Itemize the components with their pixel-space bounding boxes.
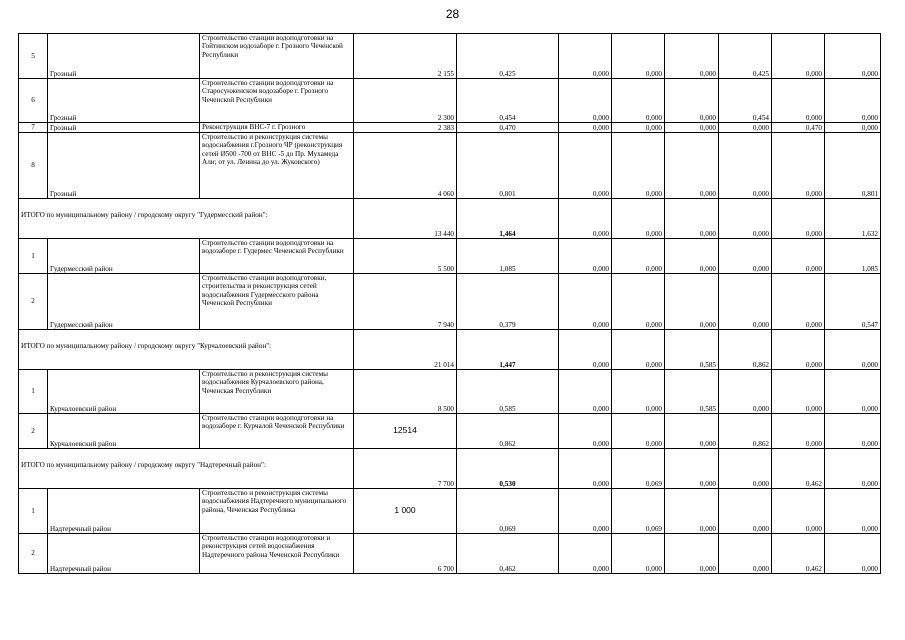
value-cell: 0,000 xyxy=(719,239,772,274)
capacity-value: 21 014 xyxy=(434,360,454,369)
total-label: ИТОГО по муниципальному району / городскому округу "Надтеречный район": xyxy=(19,449,354,489)
capacity-value: 8 500 xyxy=(437,404,454,413)
project-description: Строительство и реконструкция системы водоснабжения г.Грозного ЧР (реконструкция сетей Ø500 -700 от ВНС -5 до Пр. Мухамеда Али; от ул. Ленина до ул. Жуковского) xyxy=(200,133,354,199)
capacity-value: 2 383 xyxy=(437,123,454,132)
value-cell: 0,000 xyxy=(612,370,665,414)
value-cell: 0,000 xyxy=(719,489,772,534)
value-cell: 0,000 xyxy=(559,534,612,574)
capacity-cell xyxy=(354,239,457,274)
capacity-cell xyxy=(354,370,457,414)
value-cell: 0,000 xyxy=(665,79,719,123)
table-row xyxy=(19,79,881,123)
value-cell: 0,000 xyxy=(772,239,825,274)
value-cell: 0,425 xyxy=(719,34,772,79)
value-cell: 0,862 xyxy=(719,330,772,370)
capacity-value: 12514 xyxy=(393,425,417,436)
row-number: 6 xyxy=(19,79,48,123)
value-cell: 0,000 xyxy=(719,133,772,199)
row-number: 1 xyxy=(19,370,48,414)
capacity-cell xyxy=(354,133,457,199)
value-cell: 1,632 xyxy=(825,199,881,239)
table-row xyxy=(19,489,881,534)
value-cell: 0,000 xyxy=(772,489,825,534)
value-cell: 0,000 xyxy=(825,34,881,79)
value-cell: 0,000 xyxy=(559,449,612,489)
value-cell: 1,085 xyxy=(457,239,559,274)
table-row xyxy=(19,534,881,574)
project-description: Строительство и реконструкция системы водоснабжения Надтеречного муниципального района, Чеченская Республика xyxy=(200,489,354,534)
table-row xyxy=(19,274,881,330)
value-cell: 0,462 xyxy=(457,534,559,574)
value-cell: 0,000 xyxy=(612,199,665,239)
capacity-cell xyxy=(354,489,457,534)
row-number: 5 xyxy=(19,34,48,79)
value-cell: 0,000 xyxy=(559,414,612,449)
value-cell: 0,000 xyxy=(665,489,719,534)
value-cell: 0,069 xyxy=(612,449,665,489)
value-cell: 0,000 xyxy=(612,239,665,274)
value-cell: 0,585 xyxy=(665,370,719,414)
total-row xyxy=(19,449,881,489)
value-cell: 0,000 xyxy=(719,370,772,414)
value-cell: 0,801 xyxy=(825,133,881,199)
value-cell: 0,470 xyxy=(772,123,825,133)
capacity-value: 13 440 xyxy=(434,229,454,238)
value-cell: 0,000 xyxy=(772,274,825,330)
district-cell: Курчалоевский район xyxy=(48,370,200,414)
capacity-cell xyxy=(354,449,457,489)
district-cell: Грозный xyxy=(48,123,200,133)
value-cell: 0,000 xyxy=(559,489,612,534)
value-cell: 0,000 xyxy=(665,34,719,79)
value-cell: 0,000 xyxy=(665,274,719,330)
value-cell: 1,085 xyxy=(825,239,881,274)
value-cell: 0,000 xyxy=(719,534,772,574)
value-cell: 0,000 xyxy=(719,123,772,133)
table-row xyxy=(19,370,881,414)
value-cell: 0,000 xyxy=(665,239,719,274)
value-cell: 0,000 xyxy=(612,414,665,449)
table-row xyxy=(19,414,881,449)
capacity-cell xyxy=(354,274,457,330)
capacity-cell xyxy=(354,199,457,239)
value-cell: 0,462 xyxy=(772,449,825,489)
value-cell: 0,379 xyxy=(457,274,559,330)
value-cell: 0,000 xyxy=(612,123,665,133)
value-cell: 0,470 xyxy=(457,123,559,133)
value-cell: 0,000 xyxy=(559,330,612,370)
value-cell: 0,000 xyxy=(825,370,881,414)
capacity-value: 7 940 xyxy=(437,320,454,329)
project-description: Строительство станции водоподготовки и реконструкция сетей водоснабжения Надтеречного района Чеченской Республики xyxy=(200,534,354,574)
value-cell: 0,000 xyxy=(612,534,665,574)
value-cell: 0,000 xyxy=(612,34,665,79)
value-cell: 0,462 xyxy=(772,534,825,574)
value-cell: 0,585 xyxy=(665,330,719,370)
value-cell: 0,801 xyxy=(457,133,559,199)
value-cell: 0,000 xyxy=(559,133,612,199)
table-row xyxy=(19,133,881,199)
district-cell: Гудермесский район xyxy=(48,274,200,330)
value-cell: 0,000 xyxy=(825,449,881,489)
investment-program-table xyxy=(18,33,881,574)
capacity-cell xyxy=(354,414,457,449)
total-row xyxy=(19,330,881,370)
district-cell: Гудермесский район xyxy=(48,239,200,274)
value-cell: 0,000 xyxy=(559,34,612,79)
value-cell: 0,000 xyxy=(772,133,825,199)
value-cell: 0,000 xyxy=(665,534,719,574)
value-cell: 0,862 xyxy=(457,414,559,449)
value-cell: 0,000 xyxy=(772,330,825,370)
project-description: Строительство станции водоподготовки на водозаборе г. Гудермес Чеченской Республики xyxy=(200,239,354,274)
value-cell: 0,547 xyxy=(825,274,881,330)
district-cell: Грозный xyxy=(48,79,200,123)
capacity-cell xyxy=(354,330,457,370)
total-row xyxy=(19,199,881,239)
table-row xyxy=(19,123,881,133)
value-cell: 0,000 xyxy=(772,370,825,414)
value-cell: 0,000 xyxy=(825,414,881,449)
value-cell: 0,000 xyxy=(772,199,825,239)
capacity-cell xyxy=(354,534,457,574)
value-cell: 0,000 xyxy=(559,274,612,330)
capacity-value: 4 060 xyxy=(437,189,454,198)
row-number: 7 xyxy=(19,123,48,133)
project-description: Строительство и реконструкция системы водоснабжения Курчалоевского района, Чеченская Республики xyxy=(200,370,354,414)
value-cell: 0,000 xyxy=(559,79,612,123)
capacity-value: 2 155 xyxy=(437,69,454,78)
value-cell: 0,530 xyxy=(457,449,559,489)
value-cell: 0,000 xyxy=(612,274,665,330)
capacity-cell xyxy=(354,34,457,79)
value-cell: 0,000 xyxy=(559,199,612,239)
project-description: Реконструкция ВНС-7 г. Грозного xyxy=(200,123,354,133)
capacity-value: 1 000 xyxy=(394,505,416,516)
value-cell: 0,069 xyxy=(612,489,665,534)
value-cell: 0,000 xyxy=(825,534,881,574)
capacity-value: 2 300 xyxy=(437,113,454,122)
project-description: Строительство станции водоподготовки на Старосунженском водозаборе г. Грозного Чеченской Республики xyxy=(200,79,354,123)
capacity-cell xyxy=(354,123,457,133)
value-cell: 0,000 xyxy=(719,274,772,330)
value-cell: 0,000 xyxy=(825,489,881,534)
capacity-value: 6 700 xyxy=(437,564,454,573)
total-label: ИТОГО по муниципальному району / городскому округу "Гудермесский район": xyxy=(19,199,354,239)
value-cell: 1,464 xyxy=(457,199,559,239)
row-number: 1 xyxy=(19,239,48,274)
value-cell: 0,000 xyxy=(719,199,772,239)
value-cell: 0,000 xyxy=(719,449,772,489)
table-row xyxy=(19,239,881,274)
value-cell: 0,000 xyxy=(559,123,612,133)
value-cell: 0,585 xyxy=(457,370,559,414)
district-cell: Грозный xyxy=(48,34,200,79)
value-cell: 0,000 xyxy=(825,79,881,123)
capacity-cell xyxy=(354,79,457,123)
value-cell: 0,000 xyxy=(772,414,825,449)
value-cell: 0,000 xyxy=(665,449,719,489)
district-cell: Грозный xyxy=(48,133,200,199)
project-description: Строительство станции водоподготовки, строительства и реконструкция сетей водоснабжения Гудермесского района Чеченской Республики xyxy=(200,274,354,330)
value-cell: 0,000 xyxy=(665,123,719,133)
value-cell: 0,000 xyxy=(559,239,612,274)
row-number: 2 xyxy=(19,274,48,330)
value-cell: 0,000 xyxy=(559,370,612,414)
capacity-value: 5 500 xyxy=(437,264,454,273)
value-cell: 0,000 xyxy=(665,414,719,449)
capacity-value: 7 700 xyxy=(437,479,454,488)
project-description: Строительство станции водоподготовки на Гойтинском водозаборе г. Грозного Чеченской Республики xyxy=(200,34,354,79)
page-number: 28 xyxy=(445,7,460,21)
value-cell: 0,000 xyxy=(612,79,665,123)
row-number: 2 xyxy=(19,534,48,574)
value-cell: 0,000 xyxy=(772,79,825,123)
value-cell: 0,454 xyxy=(457,79,559,123)
district-cell: Надтеречный район xyxy=(48,489,200,534)
value-cell: 0,425 xyxy=(457,34,559,79)
value-cell: 0,000 xyxy=(612,133,665,199)
district-cell: Надтеречный район xyxy=(48,534,200,574)
total-label: ИТОГО по муниципальному району / городскому округу "Курчалоевский район": xyxy=(19,330,354,370)
value-cell: 0,862 xyxy=(719,414,772,449)
value-cell: 1,447 xyxy=(457,330,559,370)
value-cell: 0,000 xyxy=(825,123,881,133)
value-cell: 0,000 xyxy=(665,199,719,239)
value-cell: 0,000 xyxy=(825,330,881,370)
row-number: 2 xyxy=(19,414,48,449)
value-cell: 0,454 xyxy=(719,79,772,123)
district-cell: Курчалоевский район xyxy=(48,414,200,449)
value-cell: 0,000 xyxy=(772,34,825,79)
value-cell: 0,000 xyxy=(665,133,719,199)
project-description: Строительство станции водоподготовки на водозаборе г. Курчалой Чеченской Республики xyxy=(200,414,354,449)
table-row xyxy=(19,34,881,79)
value-cell: 0,000 xyxy=(612,330,665,370)
row-number: 8 xyxy=(19,133,48,199)
row-number: 1 xyxy=(19,489,48,534)
value-cell: 0,069 xyxy=(457,489,559,534)
